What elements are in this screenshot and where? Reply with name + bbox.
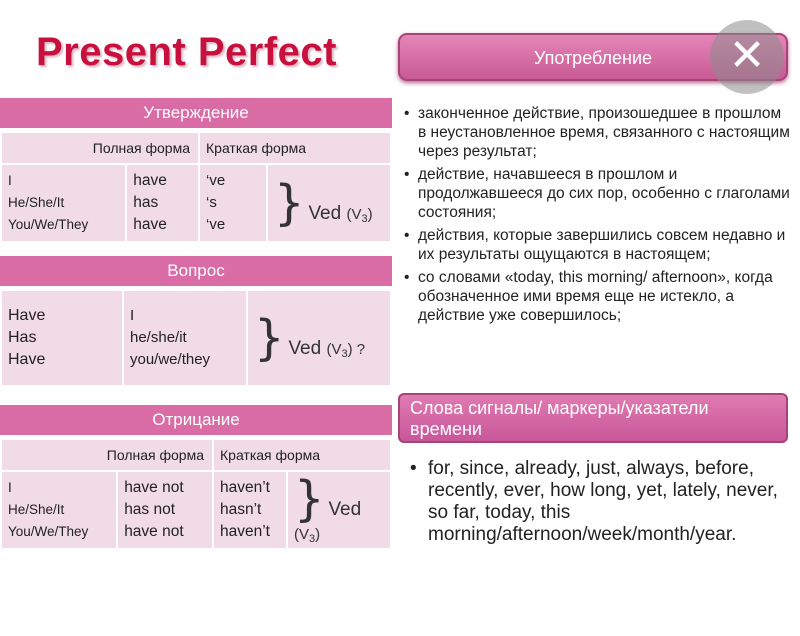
affirmative-header: Утверждение [0, 98, 392, 128]
negative-col-full: Полная форма [1, 439, 213, 471]
signals-header: Слова сигналы/ маркеры/указатели времени [398, 393, 788, 443]
negative-aux: have not has not have not [117, 471, 213, 549]
question-table [0, 289, 392, 387]
question-verb: Ved (V3) ? [288, 338, 366, 360]
affirmative-verb-cell [267, 164, 391, 242]
question-aux: Have Has Have [1, 290, 123, 386]
affirmative-verb: Ved (V3) [308, 203, 373, 225]
negative-table [0, 438, 392, 550]
question-header: Вопрос [0, 256, 392, 286]
bullet-icon: • [410, 458, 417, 479]
negative-col-short: Краткая форма [213, 439, 391, 471]
affirmative-aux: have has have [126, 164, 199, 242]
brace-icon: } [294, 471, 325, 527]
affirmative-col-short: Краткая форма [199, 132, 391, 164]
signals-text: for, since, already, just, always, before, recently, ever, how long, yet, lately, never, so far, today, this morning/afternoon/week/month/year. [428, 458, 778, 545]
question-verb-cell [247, 290, 391, 386]
negative-header: Отрицание [0, 405, 392, 435]
negative-short: haven’t hasn’t haven’t [213, 471, 287, 549]
list-item: • со словами «today, this morning/ afternoon», когда обозначенное ими время еще не истекло, а действие уже совершилось; [402, 268, 790, 325]
usage-list [402, 104, 790, 329]
close-button[interactable] [710, 20, 784, 94]
list-item: • действия, которые завершились совсем недавно и их результаты ощущаются в настоящем; [402, 226, 790, 264]
negative-subjects: I He/She/It You/We/They [1, 471, 117, 549]
affirmative-short: ‘ve ‘s ‘ve [199, 164, 267, 242]
negative-verb: Ved (V3) [294, 499, 362, 545]
signals-list [410, 458, 790, 546]
list-item: • законченное действие, произошедшее в прошлом в неустановленное время, связанного с настоящим через результат; [402, 104, 790, 161]
list-item: • действие, начавшееся в прошлом и продолжавшееся до сих пор, особенно с глаголами состояния; [402, 165, 790, 222]
negative-verb-cell [287, 471, 391, 549]
affirmative-col-full: Полная форма [1, 132, 199, 164]
affirmative-table [0, 131, 392, 243]
question-subjects: I he/she/it you/we/they [123, 290, 247, 386]
brace-icon: } [274, 175, 305, 231]
page-title: Present Perfect [36, 30, 337, 74]
brace-icon: } [254, 310, 285, 366]
close-icon: ✕ [728, 30, 766, 81]
affirmative-subjects: I He/She/It You/We/They [1, 164, 126, 242]
usage-header: Употребление [398, 33, 788, 81]
